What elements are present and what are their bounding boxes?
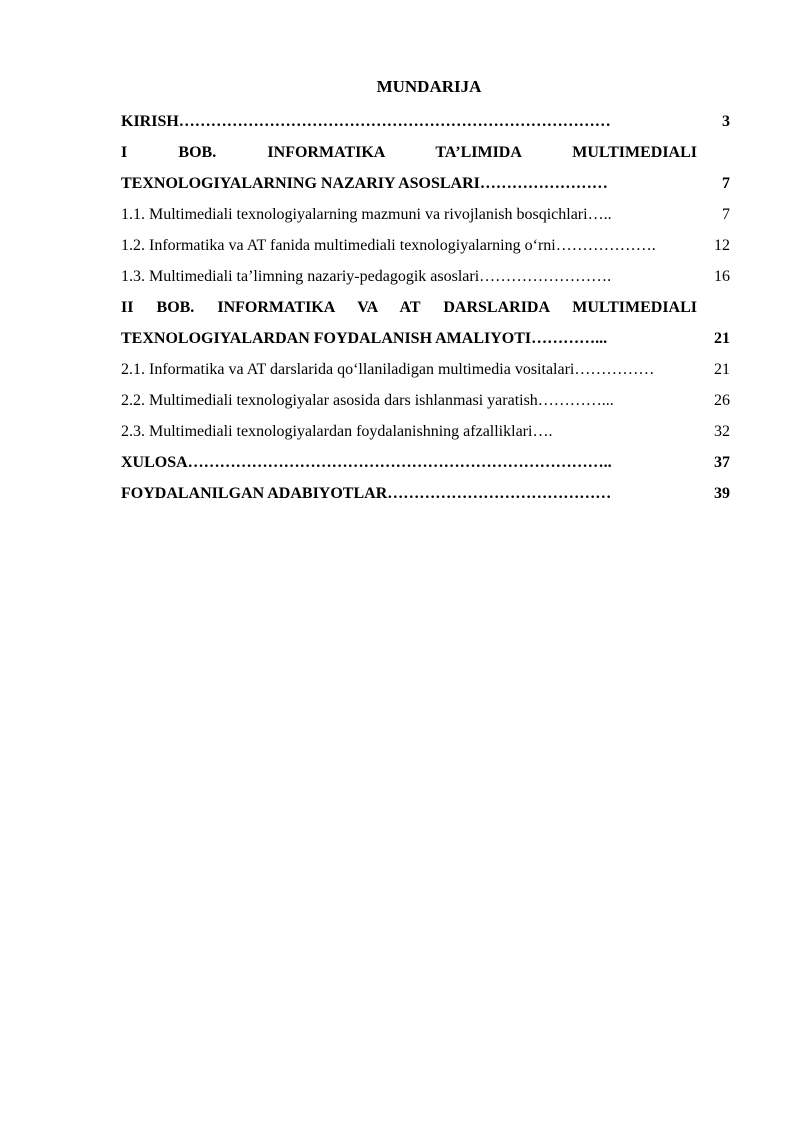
toc-page-number: 21 (714, 361, 730, 378)
toc-page-number: 3 (722, 113, 730, 130)
toc-entry-2-1 (121, 354, 733, 385)
toc-entry-text: I BOB. INFORMATIKA TA’LIMIDA MULTIMEDIALI TEXNOLOGIYALARNING NAZARIY ASOSLARI…………………… (121, 144, 697, 192)
toc-entry-1-1 (121, 199, 733, 230)
toc-entry-text: XULOSA…………………………………………………………………….. (121, 454, 612, 471)
page-title: MUNDARIJA (376, 77, 482, 96)
toc-page-number: 26 (714, 392, 730, 409)
table-of-contents (121, 106, 733, 509)
toc-page-number: 7 (722, 206, 730, 223)
toc-entry-chapter-2 (121, 292, 733, 354)
toc-entry-text: II BOB. INFORMATIKA VA AT DARSLARIDA MULTIMEDIALI TEXNOLOGIYALARDAN FOYDALANISH AMALIYOTI…………... (121, 299, 697, 347)
toc-entry-2-3 (121, 416, 733, 447)
toc-page-number: 12 (714, 237, 730, 254)
toc-entry-1-2 (121, 230, 733, 261)
toc-entry-text: KIRISH……………………………………………………………………… (121, 113, 611, 130)
toc-entry-text: 2.3. Multimediali texnologiyalardan foydalanishning afzalliklari…. (121, 423, 553, 440)
toc-entry-1-3 (121, 261, 733, 292)
toc-page-number: 7 (722, 175, 730, 192)
toc-page-number: 16 (714, 268, 730, 285)
toc-page-number: 37 (714, 454, 730, 471)
toc-entry-text: 2.1. Informatika va AT darslarida qo‘llaniladigan multimedia vositalari…………… (121, 361, 655, 378)
toc-entry-references (121, 478, 733, 509)
toc-entry-xulosa (121, 447, 733, 478)
toc-entry-chapter-1 (121, 137, 733, 199)
toc-page-number: 32 (714, 423, 730, 440)
toc-entry-text: 1.3. Multimediali ta’limning nazariy-pedagogik asoslari……………………. (121, 268, 612, 285)
toc-entry-text: 1.2. Informatika va AT fanida multimediali texnologiyalarning o‘rni………………. (121, 237, 656, 254)
toc-entry-text: 2.2. Multimediali texnologiyalar asosida dars ishlanmasi yaratish…………... (121, 392, 614, 409)
toc-page-number: 39 (714, 485, 730, 502)
toc-page-number: 21 (714, 330, 730, 347)
toc-entry-text: FOYDALANILGAN ADABIYOTLAR…………………………………… (121, 485, 612, 502)
toc-entry-text: 1.1. Multimediali texnologiyalarning mazmuni va rivojlanish bosqichlari….. (121, 206, 612, 223)
toc-entry-kirish (121, 106, 733, 137)
toc-entry-2-2 (121, 385, 733, 416)
